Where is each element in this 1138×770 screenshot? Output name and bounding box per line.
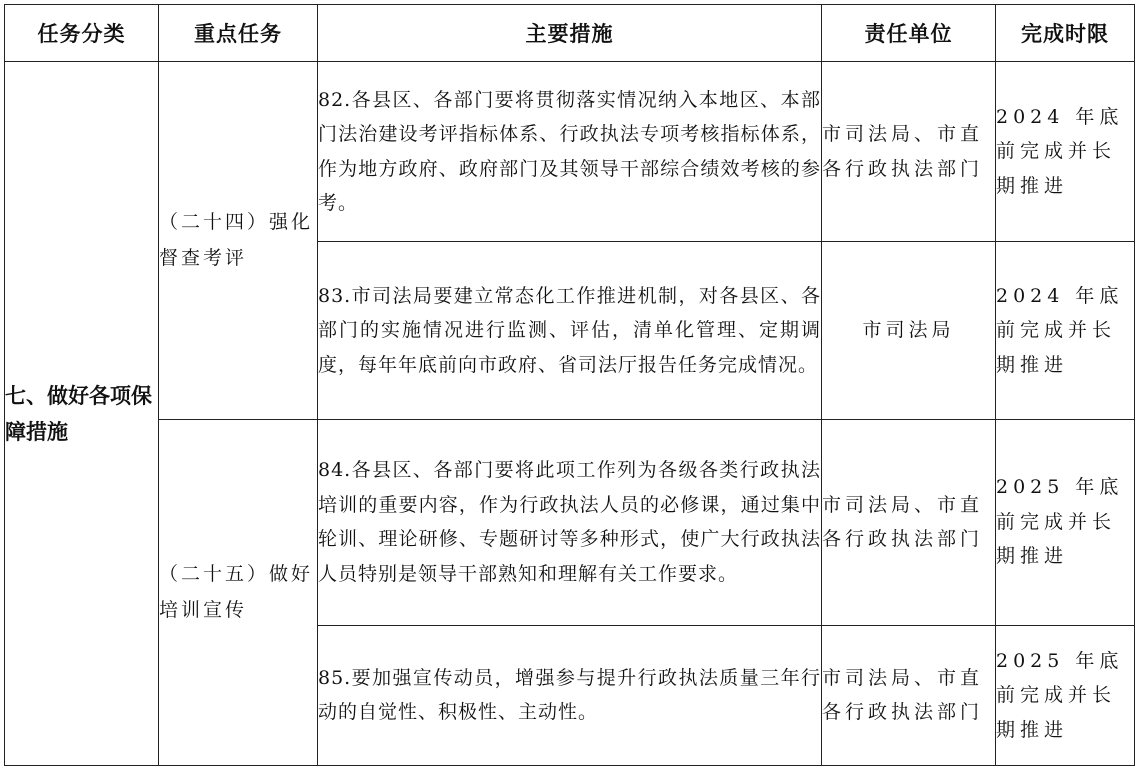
deadline-cell: 2025 年底前完成并长期推进	[996, 419, 1135, 625]
category-cell: 七、做好各项保障措施	[5, 62, 159, 766]
deadline-cell: 2025 年底前完成并长期推进	[996, 625, 1135, 765]
deadline-cell: 2024 年底前完成并长期推进	[996, 62, 1135, 242]
header-category: 任务分类	[5, 5, 159, 62]
key-task-cell: （二十五）做好培训宣传	[159, 419, 318, 766]
measure-cell: 84.各县区、各部门要将此项工作列为各级各类行政执法培训的重要内容，作为行政执法人员的必修课，通过集中轮训、理论研修、专题研讨等多种形式，使广大行政执法人员特别是领导干部熟知和理解有关工作要求。	[318, 419, 822, 625]
responsible-cell: 市司法局、市直各行政执法部门	[822, 62, 996, 242]
responsible-cell: 市司法局、市直各行政执法部门	[822, 625, 996, 765]
table-row	[5, 419, 1135, 625]
key-task-cell: （二十四）强化督查考评	[159, 62, 318, 420]
header-measures: 主要措施	[318, 5, 822, 62]
measure-cell: 85.要加强宣传动员，增强参与提升行政执法质量三年行动的自觉性、积极性、主动性。	[318, 625, 822, 765]
header-key-task: 重点任务	[159, 5, 318, 62]
header-responsible: 责任单位	[822, 5, 996, 62]
measure-cell: 82.各县区、各部门要将贯彻落实情况纳入本地区、本部门法治建设考评指标体系、行政执法专项考核指标体系，作为地方政府、政府部门及其领导干部综合绩效考核的参考。	[318, 62, 822, 242]
header-deadline: 完成时限	[996, 5, 1135, 62]
measure-cell: 83.市司法局要建立常态化工作推进机制，对各县区、各部门的实施情况进行监测、评估，清单化管理、定期调度，每年年底前向市政府、省司法厅报告任务完成情况。	[318, 242, 822, 419]
deadline-cell: 2024 年底前完成并长期推进	[996, 242, 1135, 419]
responsible-cell: 市司法局、市直各行政执法部门	[822, 419, 996, 625]
responsible-cell: 市司法局	[822, 242, 996, 419]
table-header-row	[5, 5, 1135, 62]
table-row	[5, 62, 1135, 242]
task-table	[4, 4, 1135, 766]
